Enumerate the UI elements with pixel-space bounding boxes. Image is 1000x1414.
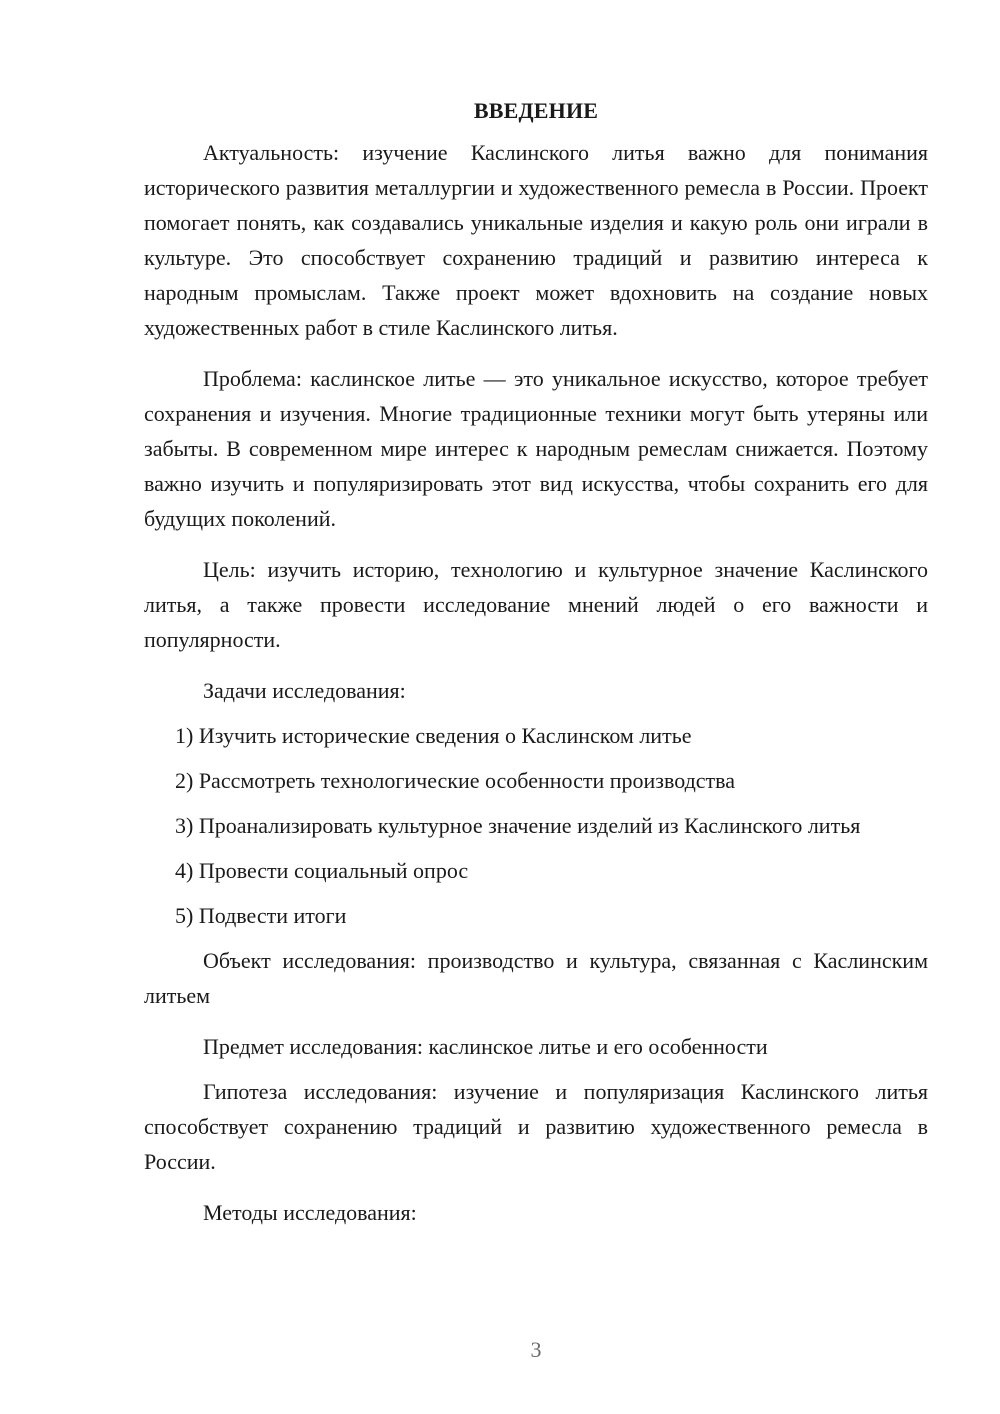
task-item: 2) Рассмотреть технологические особенности производства [175,768,736,793]
task-item: 3) Проанализировать культурное значение изделий из Каслинского литья [175,813,861,838]
goal-paragraph: Цель: изучить историю, технологию и культурное значение Каслинского литья, а также провести исследование мнений людей о его важности и популярности. [144,557,928,652]
tasks-list [144,718,928,933]
task-item: 1) Изучить исторические сведения о Каслинском литье [175,723,692,748]
page-number: 3 [530,1337,542,1362]
task-item: 4) Провести социальный опрос [175,858,469,883]
tasks-heading: Задачи исследования: [203,678,406,703]
object-paragraph: Объект исследования: производство и культура, связанная с Каслинским литьем [144,948,928,1008]
subject-paragraph: Предмет исследования: каслинское литье и его особенности [203,1034,768,1059]
page-content [144,93,928,1246]
section-title: ВВЕДЕНИЕ [473,98,599,123]
hypothesis-paragraph: Гипотеза исследования: изучение и популяризация Каслинского литья способствует сохранению традиций и развитию художественного ремесла в России. [144,1079,928,1174]
problem-paragraph: Проблема: каслинское литье — это уникальное искусство, которое требует сохранения и изучения. Многие традиционные техники могут быть утеряны или забыты. В современном мире интерес к народным ремеслам снижается. Поэтому важно изучить и популяризировать этот вид искусства, чтобы сохранить его для будущих поколений. [144,366,928,531]
task-item: 5) Подвести итоги [175,903,347,928]
relevance-paragraph: Актуальность: изучение Каслинского литья важно для понимания исторического развития металлургии и художественного ремесла в России. Проект помогает понять, как создавались уникальные изделия и какую роль они играли в культуре. Это способствует сохранению традиций и развитию интереса к народным промыслам. Также проект может вдохновить на создание новых художественных работ в стиле Каслинского литья. [144,140,928,340]
methods-heading: Методы исследования: [203,1200,417,1225]
